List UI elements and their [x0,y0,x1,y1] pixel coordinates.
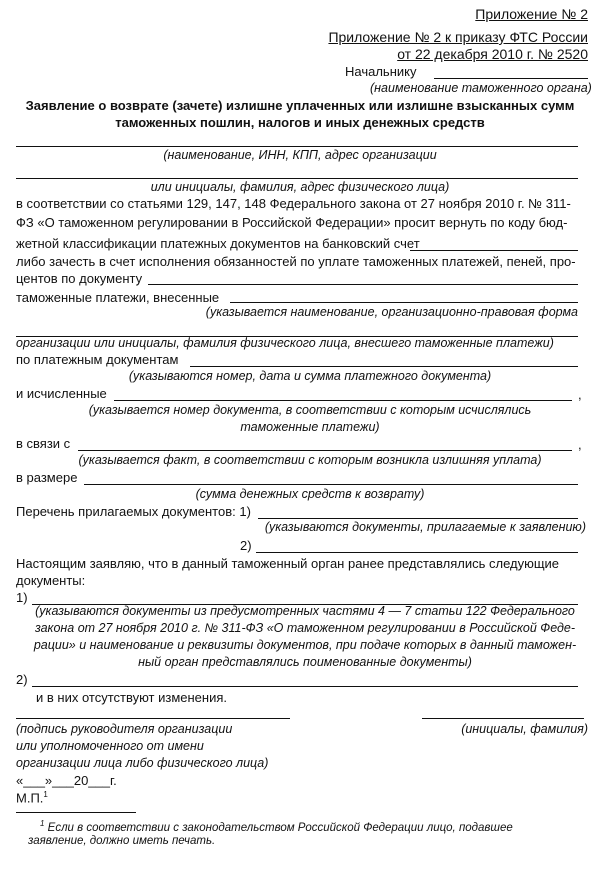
date-field[interactable]: «___»___20___г. [16,773,117,788]
amount-label: в размере [16,470,78,485]
attached-doc2-line[interactable] [256,552,578,553]
footnote-mark: 1 [40,819,45,828]
due-to-comma: , [578,437,582,452]
signature-hint-line1: (подпись руководителя организации [16,722,233,736]
signature-hint-line2: или уполномоченного от имени [16,739,204,753]
paragraph1-line1: в соответствии со статьями 129, 147, 148 Федерального закона от 27 ноября 2010 г. № 311- [16,196,571,211]
organization-line[interactable] [16,146,578,147]
declared-item2-label: 2) [16,672,28,687]
attached-hint: (указываются документы, прилагаемые к заявлению) [264,520,586,534]
payment-docs-label: по платежным документам [16,352,179,367]
payer-hint: организации или инициалы, фамилия физического лица, внесшего таможенные платежи) [16,336,554,350]
fact-hint: (указывается факт, в соответствии с которым возникла излишняя уплата) [78,453,542,467]
footnote-line2: заявление, должно иметь печать. [28,835,216,847]
customs-authority-line[interactable] [434,78,588,79]
order-reference-line1: Приложение № 2 к приказу ФТС России [328,29,588,45]
declaration-line2: документы: [16,573,86,588]
chief-label: Начальнику [345,64,417,79]
payment-docs-line[interactable] [190,366,578,367]
seal-text: М.П. [16,790,44,806]
order-reference-line2: от 22 декабря 2010 г. № 2520 [397,46,588,62]
no-changes-text: и в них отсутствуют изменения. [36,690,228,705]
law-hint-line3: рации» и наименование и реквизиты документов, при подаче которых в данный таможен- [33,638,577,652]
declared-item1-label: 1) [16,590,28,605]
payment-doc-hint: (указываются номер, дата и сумма платежного документа) [128,369,492,383]
footnote-text-line1: Если в соответствии с законодательством Российской Федерации лицо, подавшее [47,821,513,834]
signature-hint-line3: организации лица либо физического лица) [16,756,269,770]
footnote-line1 [40,819,513,834]
attached-docs-label: Перечень прилагаемых документов: 1) [16,504,251,519]
due-to-line[interactable] [78,450,572,451]
paragraph2-line1: либо зачесть в счет исполнения обязанностей по уплате таможенных платежей, пеней, про- [16,254,576,269]
payer-line[interactable] [230,302,578,303]
customs-paid-label: таможенные платежи, внесенные [16,290,220,305]
declared-doc2-line[interactable] [32,686,578,687]
calc-doc-hint-line2: таможенные платежи) [240,420,380,434]
initials-line[interactable] [422,718,584,719]
law-hint-line4: ный орган представлялись поименованные документы) [138,655,472,669]
footnote-separator [16,812,136,813]
organization-hint: (наименование, ИНН, КПП, адрес организации [163,148,437,162]
paragraph1-line2: ФЗ «О таможенном регулировании в Российской Федерации» просит вернуть по коду бюд- [16,215,568,230]
name-form-hint: (указывается наименование, организационно-правовая форма [205,305,578,319]
seal-label [16,790,48,805]
calculated-comma: , [578,387,582,402]
appendix-label: Приложение № 2 [475,6,588,22]
attached-item2-label: 2) [240,538,252,553]
initials-hint: (инициалы, фамилия) [461,722,588,736]
due-to-label: в связи с [16,436,71,451]
law-hint-line2: закона от 27 ноября 2010 г. № 311-ФЗ «О таможенном регулировании в Российской Феде- [34,621,576,635]
customs-authority-hint: (наименование таможенного органа) [370,81,592,95]
declaration-line1: Настоящим заявляю, что в данный таможенный орган ранее представлялись следующие [16,556,560,571]
form-title-line1: Заявление о возврате (зачете) излишне уплаченных или излишне взысканных сумм [25,98,575,113]
calculated-label: и исчисленные [16,386,107,401]
form-title-line2: таможенных пошлин, налогов и иных денежных средств [115,115,485,130]
calculated-line[interactable] [114,400,572,401]
calc-doc-hint-line1: (указывается номер документа, в соответствии с которым исчислялись [88,403,532,417]
seal-footnote-mark: 1 [43,790,48,799]
person-hint: или инициалы, фамилия, адрес физического лица) [150,180,450,194]
attached-doc1-line[interactable] [258,518,578,519]
amount-hint: (сумма денежных средств к возврату) [195,487,425,501]
document-line[interactable] [148,284,578,285]
signature-line[interactable] [16,718,290,719]
person-line[interactable] [16,178,578,179]
law-hint-line1: (указываются документы из предусмотренных частями 4 — 7 статьи 122 Федерального [35,604,575,618]
paragraph2-line2: центов по документу [16,271,143,286]
bank-account-line[interactable] [410,250,578,251]
paragraph1-line3: жетной классификации платежных документов на банковский счет [16,236,420,251]
amount-line[interactable] [84,484,578,485]
